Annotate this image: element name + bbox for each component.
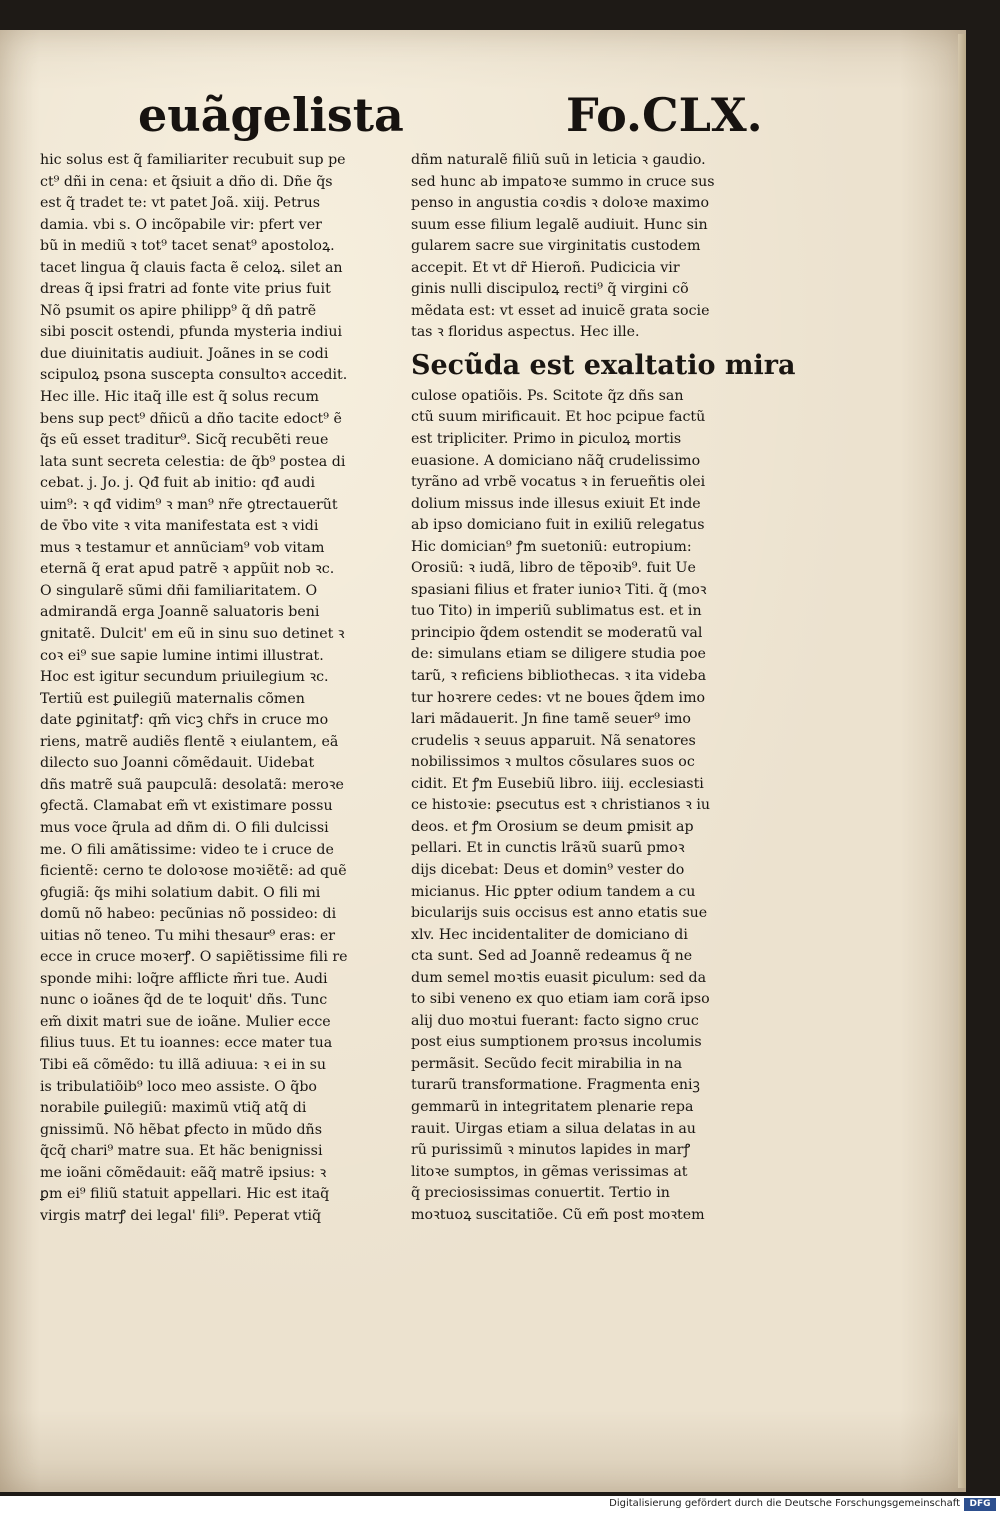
text-line: dijs dicebat: Deus et domin⁹ vester do bbox=[411, 861, 685, 878]
text-line: domũ nõ habeo: pecũnias nõ possideo: di bbox=[40, 906, 337, 923]
text-line: mus voce q̃rula ad dñm di. O fili dulcissi bbox=[40, 819, 329, 836]
text-line: sponde mihi: loq̃re afflicte m̃ri tue. Audi bbox=[40, 970, 328, 987]
text-line: gnitatẽ. Dulcit' em eũ in sinu suo detinet ꝛ bbox=[40, 626, 345, 643]
text-line: q̃cq̃ chari⁹ matre sua. Et hãc benignissi bbox=[40, 1143, 323, 1160]
text-line: O singularẽ sũmi dñi familiaritatem. O bbox=[40, 582, 318, 599]
text-line: dilecto suo Joanni cõmẽdauit. Uidebat bbox=[40, 755, 315, 772]
text-line: rauit. Uirgas etiam a silua delatas in au bbox=[411, 1120, 696, 1137]
text-line: ab ipso domiciano fuit in exiliũ relegatus bbox=[411, 517, 705, 534]
text-line: dum semel moꝛtis euasit ꝑiculum: sed da bbox=[411, 969, 707, 986]
right-text-column bbox=[411, 150, 796, 1226]
text-line: dreas q̃ ipsi fratri ad fonte vite prius fuit bbox=[40, 281, 331, 298]
text-line: Orosiũ: ꝛ iudã, libro de tẽpoꝛib⁹. fuit Ue bbox=[411, 560, 696, 577]
text-line: ficientẽ: cerno te doloꝛose moꝛiẽtẽ: ad quẽ bbox=[40, 863, 347, 880]
text-line: Nõ psumit os apire philipp⁹ q̃ dñ patrẽ bbox=[40, 302, 317, 319]
text-line: Hoc est igitur secundum priuilegium ꝛc. bbox=[40, 669, 329, 686]
text-line: turarũ transformatione. Fragmenta eniꝫ bbox=[411, 1077, 700, 1094]
text-line: ꝑm ei⁹ filiũ statuit appellari. Hic est itaq̃ bbox=[40, 1186, 330, 1203]
text-line: tur hoꝛrere cedes: vt ne boues q̃dem imo bbox=[411, 689, 706, 706]
text-line: damia. vbi s. O incõpabile vir: pfert ver bbox=[40, 216, 322, 233]
text-line: Hic domician⁹ ꝭm suetoniũ: eutropium: bbox=[411, 538, 692, 555]
text-line: sed hunc ab impatoꝛe summo in cruce sus bbox=[411, 173, 715, 190]
text-line: pellari. Et in cunctis lrãꝛũ suarũ pmoꝛ bbox=[411, 840, 685, 857]
text-line: ꝯfectã. Clamabat em̃ vt existimare possu bbox=[40, 798, 333, 815]
text-line: bicularijs suis occisus est anno etatis sue bbox=[411, 905, 708, 922]
page-edge bbox=[958, 34, 966, 1488]
text-line: cta sunt. Sed ad Joannẽ redeamus q̃ ne bbox=[411, 948, 693, 965]
text-line: mus ꝛ testamur et annũciam⁹ vob vitam bbox=[40, 539, 325, 556]
text-line: nunc o ioãnes q̃d de te loquit' dñs. Tunc bbox=[40, 992, 328, 1009]
text-line: cebat. j. Jo. j. Qđ fuit ab initio: qđ audi bbox=[40, 475, 316, 492]
text-line: bũ in mediũ ꝛ tot⁹ tacet senat⁹ apostoloꝝ. bbox=[40, 238, 335, 255]
text-line: filius tuus. Et tu ioannes: ecce mater tua bbox=[40, 1035, 333, 1052]
text-line: is tribulatiõib⁹ loco meo assiste. O q̃bo bbox=[40, 1078, 317, 1095]
text-line: deos. et ꝭm Orosium se deum ꝑmisit ap bbox=[411, 818, 694, 835]
text-line: admirandã erga Joannẽ saluatoris beni bbox=[40, 604, 320, 621]
digitization-credit: Digitalisierung gefördert durch die Deutsche Forschungsgemeinschaft bbox=[609, 1498, 960, 1509]
text-line: nobilissimos ꝛ multos cõsulares suos oc bbox=[411, 754, 695, 771]
text-line: norabile ꝑuilegiũ: maximũ vtiq̃ atq̃ di bbox=[40, 1100, 307, 1117]
text-line: litoꝛe sumptos, in gẽmas verissimas at bbox=[411, 1163, 688, 1180]
text-line: tuo Tito) in imperiũ sublimatus est. et in bbox=[411, 603, 702, 620]
text-line: penso in angustia coꝛdis ꝛ doloꝛe maximo bbox=[411, 195, 710, 212]
text-line: tacet lingua q̃ clauis facta ẽ celoꝝ. silet an bbox=[40, 259, 343, 276]
text-line: moꝛtuoꝝ suscitatiõe. Cũ em̃ post moꝛtem bbox=[411, 1206, 705, 1223]
text-line: me. O fili amãtissime: video te i cruce de bbox=[40, 841, 334, 858]
text-line: lari mãdauerit. Jn fine tamẽ seuer⁹ imo bbox=[411, 711, 691, 728]
text-line: gemmarũ in integritatem plenarie repa bbox=[411, 1098, 694, 1115]
text-line: ginis nulli discipuloꝝ recti⁹ q̃ virgini cõ bbox=[411, 281, 689, 298]
text-line: coꝛ ei⁹ sue sapie lumine intimi illustrat. bbox=[40, 647, 324, 664]
text-line: lata sunt secreta celestia: de q̃b⁹ postea di bbox=[40, 453, 346, 470]
text-line: riens, matrẽ audiẽs flentẽ ꝛ eiulantem, eã bbox=[40, 733, 339, 750]
text-line: me ioãni cõmẽdauit: eãq̃ matrẽ ipsius: ꝛ bbox=[40, 1164, 327, 1181]
text-line: accepit. Et vt dr̃ Hieroñ. Pudicicia vir bbox=[411, 259, 680, 276]
text-line: date ꝑginitatꝭ: qm̃ vicꝫ chr̃s in cruce mo bbox=[40, 712, 329, 729]
text-line: gnissimũ. Nõ hẽbat ꝑfecto in mũdo dñs bbox=[40, 1121, 322, 1138]
text-line: post eius sumptionem proꝛsus incolumis bbox=[411, 1034, 702, 1051]
text-line: tas ꝛ floridus aspectus. Hec ille. bbox=[411, 324, 640, 341]
text-line: uim⁹: ꝛ qđ vidim⁹ ꝛ man⁹ nr̃e ꝯtrectauerũt bbox=[40, 496, 338, 513]
text-line: scipuloꝝ psona suscepta consultoꝛ accedit. bbox=[40, 367, 348, 384]
text-line: q̃s eũ esset traditur⁹. Sicq̃ recubẽti reue bbox=[40, 432, 329, 449]
text-line: em̃ dixit matri sue de ioãne. Mulier ecce bbox=[40, 1013, 331, 1030]
text-line: crudelis ꝛ seuus apparuit. Nã senatores bbox=[411, 732, 696, 749]
text-line: q̃ preciosissimas conuertit. Tertio in bbox=[411, 1185, 670, 1202]
text-line: rũ purissimũ ꝛ minutos lapides in marꝭ bbox=[411, 1142, 691, 1159]
text-line: dñs matrẽ suã paupculã: desolatã: meroꝛe bbox=[40, 776, 344, 793]
text-line: due diuinitatis audiuit. Joãnes in se codi bbox=[40, 345, 329, 362]
text-line: virgis matrꝭ dei legal' fili⁹. Peperat vtiq̃ bbox=[40, 1207, 322, 1224]
text-line: permãsit. Secũdo fecit mirabilia in na bbox=[411, 1055, 683, 1072]
text-line: est q̃ tradet te: vt patet Joã. xiij. Petrus bbox=[40, 195, 320, 212]
dfg-logo: DFG bbox=[964, 1498, 996, 1511]
text-line: Tibi eã cõmẽdo: tu illã adiuua: ꝛ ei in su bbox=[40, 1056, 327, 1073]
text-line: Tertiũ est ꝑuilegiũ maternalis cõmen bbox=[40, 690, 305, 707]
text-line: micianus. Hic ꝑpter odium tandem a cu bbox=[411, 883, 696, 900]
section-heading: Secũda est exaltatio mira bbox=[411, 349, 796, 381]
text-line: mẽdata est: vt esset ad inuicẽ grata socie bbox=[411, 302, 710, 319]
left-text-column bbox=[40, 150, 402, 1227]
text-line: ꝯfugiã: q̃s mihi solatium dabit. O fili mi bbox=[40, 884, 321, 901]
text-line: gularem sacre sue virginitatis custodem bbox=[411, 238, 701, 255]
text-line: sibi poscit ostendi, pfunda mysteria indiui bbox=[40, 324, 343, 341]
text-line: euasione. A domiciano nãq̃ crudelissimo bbox=[411, 452, 701, 469]
footer-bar bbox=[0, 1496, 1000, 1514]
text-line: ecce in cruce moꝛerꝭ. O sapiẽtissime fili re bbox=[40, 949, 348, 966]
text-line: spasiani filius et frater iunioꝛ Titi. q̃ (moꝛ bbox=[411, 581, 707, 598]
text-line: ce histoꝛie: ꝑsecutus est ꝛ christianos ꝛ iu bbox=[411, 797, 710, 814]
text-line: to sibi veneno ex quo etiam iam corã ipso bbox=[411, 991, 710, 1008]
text-line: uitias nõ teneo. Tu mihi thesaur⁹ eras: er bbox=[40, 927, 336, 944]
text-line: culose opatiõis. Ps. Scitote q̃z dñs san bbox=[411, 387, 684, 404]
text-line: suum esse filium legalẽ audiuit. Hunc sin bbox=[411, 216, 708, 233]
folio-number: Fo.CLX. bbox=[566, 88, 763, 142]
text-line: principio q̃dem ostendit se moderatũ val bbox=[411, 624, 703, 641]
text-line: tarũ, ꝛ reficiens bibliothecas. ꝛ ita videba bbox=[411, 668, 707, 685]
text-line: Hec ille. Hic itaq̃ ille est q̃ solus recum bbox=[40, 389, 319, 406]
text-line: de v̄bo vite ꝛ vita manifestata est ꝛ vidi bbox=[40, 518, 319, 535]
text-line: bens sup pect⁹ dñicũ a dño tacite edoct⁹ ẽ bbox=[40, 410, 342, 427]
text-line: xlv. Hec incidentaliter de domiciano di bbox=[411, 926, 688, 943]
text-line: eternã q̃ erat apud patrẽ ꝛ appũit nob ꝛc. bbox=[40, 561, 335, 578]
text-line: dolium missus inde illesus exiuit Et inde bbox=[411, 495, 701, 512]
text-line: ct⁹ dñi in cena: et q̃siuit a dño di. Dñe q̃s bbox=[40, 173, 333, 190]
text-line: de: simulans etiam se diligere studia poe bbox=[411, 646, 706, 663]
running-title: euãgelista bbox=[138, 88, 404, 142]
text-line: dñm naturalẽ filiũ suũ in leticia ꝛ gaudio. bbox=[411, 152, 706, 168]
text-line: hic solus est q̃ familiariter recubuit sup pe bbox=[40, 152, 346, 168]
text-line: alij duo moꝛtui fuerant: facto signo cruc bbox=[411, 1012, 699, 1029]
text-line: cidit. Et ꝭm Eusebiũ libro. iiij. ecclesiasti bbox=[411, 775, 704, 792]
text-line: est tripliciter. Primo in ꝑiculoꝝ mortis bbox=[411, 431, 682, 448]
text-line: tyrãno ad vrbẽ vocatus ꝛ in ferueñtis olei bbox=[411, 474, 706, 491]
text-line: ctũ suum mirificauit. Et hoc pcipue factũ bbox=[411, 409, 706, 426]
